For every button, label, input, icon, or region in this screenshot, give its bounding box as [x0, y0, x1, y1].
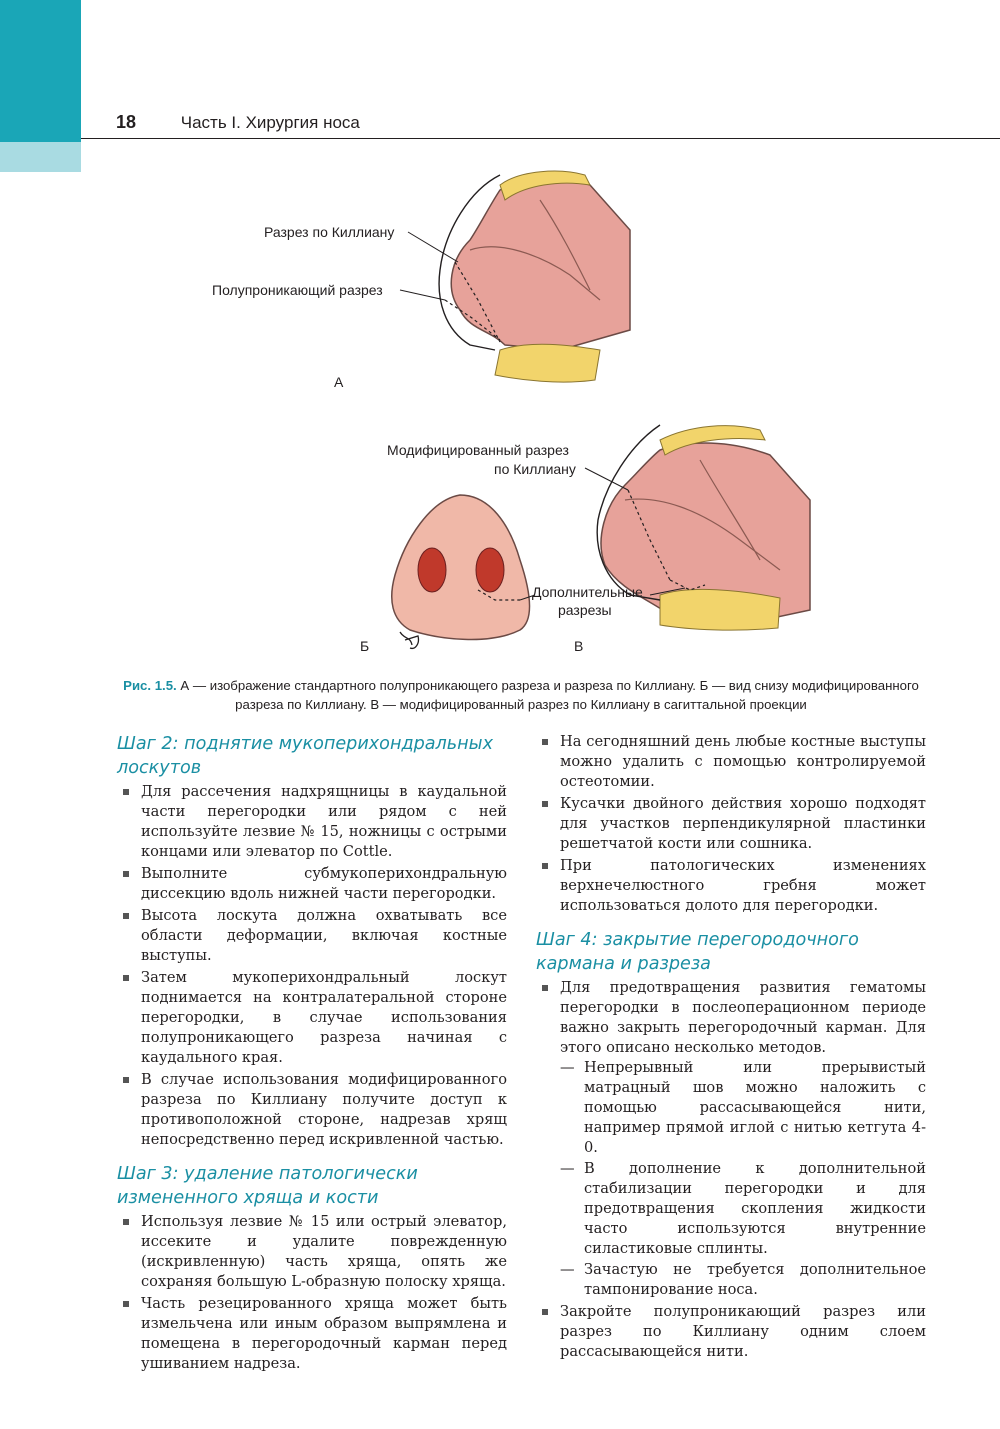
- step2-list: [117, 782, 507, 1150]
- list-item: Затем мукоперихондральный лоскут поднимается на контралатеральной стороне перегородки, в случае использования полупроникающего разреза начиная с каудального края.: [117, 968, 507, 1068]
- list-item: Высота лоскута должна охватывать все области деформации, включая костные выступы.: [117, 906, 507, 966]
- figure-illustration: [0, 0, 1000, 670]
- list-item: Кусачки двойного действия хорошо подходят для участков перпендикулярной пластинки решетчатой кости или сошника.: [536, 794, 926, 854]
- list-item: В случае использования модифицированного разреза по Киллиану получите доступ к противоположной стороне, надрезав хрящ непосредственно перед искривленной частью.: [117, 1070, 507, 1150]
- label-killian: Разрез по Киллиану: [264, 224, 395, 240]
- list-item: На сегодняшний день любые костные выступы можно удалить с помощью контролируемой остеотомии.: [536, 732, 926, 792]
- list-item: [536, 978, 926, 1300]
- step2-heading: Шаг 2: поднятие мукоперихондральных лоскутов: [117, 734, 493, 778]
- label-modified-2: по Киллиану: [494, 461, 576, 477]
- running-title: Часть I. Хирургия носа: [180, 113, 360, 132]
- sublist-item: — В дополнение к дополнительной стабилизации перегородки и для предотвращения скопления жидкости часто используются внутренние силастиковые сплинты.: [560, 1159, 926, 1259]
- step3-heading: Шаг 3: удаление патологически измененного хряща и кости: [117, 1164, 418, 1208]
- caption-label: Рис. 1.5.: [123, 678, 177, 693]
- list-item: Для рассечения надхрящницы в каудальной части перегородки или рядом с ней используйте лезвие № 15, ножницы с острыми концами или элеватор по Cottle.: [117, 782, 507, 862]
- caption-text: А — изображение стандартного полупроникающего разреза и разреза по Киллиану. Б — вид снизу модифицированного разреза по Киллиану. В — модифицированный разрез по Киллиану в сагиттальной проекции: [180, 678, 919, 712]
- list-item-text: Для предотвращения развития гематомы перегородки в послеоперационном периоде важно закрыть перегородочный карман. Для этого описано несколько методов.: [560, 979, 926, 1056]
- step4-list: [536, 978, 926, 1362]
- label-additional-2: разрезы: [558, 602, 612, 618]
- label-panel-b: Б: [360, 638, 370, 654]
- step4-heading: Шаг 4: закрытие перегородочного кармана и разреза: [536, 930, 859, 974]
- panel-b-drawing: [392, 495, 535, 639]
- step4-sublist: [560, 1058, 926, 1300]
- label-hemitransfixion: Полупроникающий разрез: [212, 282, 383, 298]
- label-panel-v: В: [574, 638, 584, 654]
- sublist-item: — Зачастую не требуется дополнительное тампонирование носа.: [560, 1260, 926, 1300]
- panel-a-drawing: [400, 171, 630, 382]
- label-modified-1: Модифицированный разрез: [387, 442, 569, 458]
- list-item: Часть резецированного хряща может быть измельчена или иным образом выпрямлена и помещена в перегородочный карман перед ушиванием надреза.: [117, 1294, 507, 1374]
- label-panel-a: А: [334, 374, 344, 390]
- list-item: При патологических изменениях верхнечелюстного гребня может использоваться долото для перегородки.: [536, 856, 926, 916]
- right-column: [536, 732, 926, 1368]
- page-number: 18: [116, 112, 137, 132]
- left-column: [117, 732, 507, 1380]
- label-additional-1: Дополнительные: [532, 584, 643, 600]
- list-item: Выполните субмукоперихондральную диссекцию вдоль нижней части перегородки.: [117, 864, 507, 904]
- sublist-item: — Непрерывный или прерывистый матрацный шов можно наложить с помощью рассасывающейся нити, например прямой иглой с нитью кетгута 4-0.: [560, 1058, 926, 1158]
- step3-list: [117, 1212, 507, 1374]
- signature-mark: [400, 632, 418, 648]
- step3-continued-list: [536, 732, 926, 916]
- figure-caption: [116, 676, 926, 714]
- list-item: Используя лезвие № 15 или острый элеватор, иссеките и удалите поврежденную (искривленную) часть хряща, опять же сохраняя большую L-образную полоску хряща.: [117, 1212, 507, 1292]
- list-item: Закройте полупроникающий разрез или разрез по Киллиану одним слоем рассасывающейся нити.: [536, 1302, 926, 1362]
